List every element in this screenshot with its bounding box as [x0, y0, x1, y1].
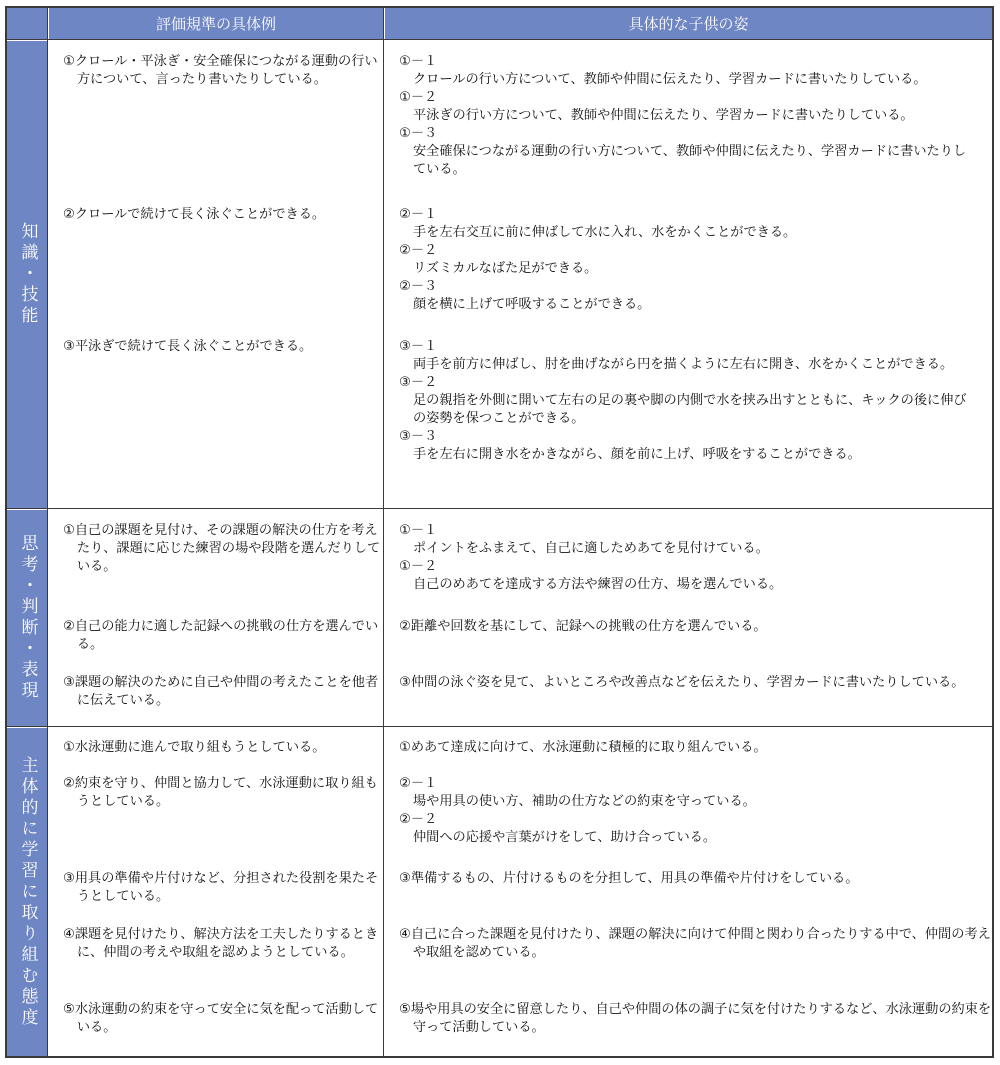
example-text: 手を左右に開き水をかきながら、顔を前に上げ、呼吸をすることができる。 — [413, 447, 861, 462]
divider — [47, 8, 48, 1056]
criteria-cell: ③平泳ぎで続けて長く泳ぐことができる。 — [63, 339, 313, 354]
examples-cell — [399, 775, 979, 847]
example-text: 仲間への応援や言葉がけをして、助け合っている。 — [413, 830, 717, 845]
criteria-cell: ①水泳運動に進んで取り組もうとしている。 — [63, 740, 326, 755]
examples-cell: ③仲間の泳ぐ姿を見て、よいところや改善点などを伝えたり、学習カードに書いたりしている。 — [399, 675, 965, 690]
examples-cell — [399, 53, 979, 179]
examples-cell — [399, 206, 979, 314]
examples-cell: ②距離や回数を基にして、記録への挑戦の仕方を選んでいる。 — [399, 619, 767, 634]
criteria-cell: ②約束を守り、仲間と協力して、水泳運動に取り組もうとしている。 — [63, 776, 378, 809]
criteria-cell: ③課題の解決のために自己や仲間の考えたことを他者に伝えている。 — [63, 675, 379, 708]
example-text: 両手を前方に伸ばし、肘を曲げながら円を描くように左右に開き、水をかくことができる。 — [413, 357, 954, 372]
example-text: クロールの行い方について、教師や仲間に伝えたり、学習カードに書いたりしている。 — [413, 72, 927, 87]
example-text: ポイントをふまえて、自己に適しためあてを見付けている。 — [413, 541, 769, 556]
example-text: 手を左右交互に前に伸ばして水に入れ、水をかくことができる。 — [413, 225, 797, 240]
example-number: ①－２ — [399, 90, 438, 105]
evaluation-table — [5, 6, 994, 1058]
criteria-cell: ②自己の能力に適した記録への挑戦の仕方を選んでいる。 — [63, 619, 379, 652]
header-corner — [7, 8, 47, 39]
example-number: ②－２ — [399, 812, 438, 827]
example-text: 場や用具の使い方、補助の仕方などの約束を守っている。 — [413, 794, 756, 809]
examples-cell — [399, 338, 979, 464]
example-text: 平泳ぎの行い方について、教師や仲間に伝えたり、学習カードに書いたりしている。 — [413, 108, 914, 123]
criteria-cell: ⑤水泳運動の約束を守って安全に気を配って活動している。 — [63, 1002, 379, 1035]
section-label-attitude: 主体的に学習に取り組む態度 — [7, 728, 47, 1056]
example-text: 足の親指を外側に開いて左右の足の裏や脚の内側で水を挟み出すとともに、キックの後に伸びの姿勢を保つことができる。 — [413, 393, 967, 426]
example-number: ①－２ — [399, 559, 438, 574]
header-examples: 具体的な子供の姿 — [385, 8, 992, 39]
divider — [7, 39, 992, 40]
criteria-cell: ①自己の課題を見付け、その課題の解決の仕方を考えたり、課題に応じた練習の場や段階を選んだりしている。 — [63, 523, 381, 574]
example-number: ③－３ — [399, 429, 438, 444]
example-text: リズミカルなばた足ができる。 — [413, 261, 598, 276]
example-number: ②－３ — [399, 279, 438, 294]
example-number: ③－２ — [399, 375, 438, 390]
example-text: 自己のめあてを達成する方法や練習の仕方、場を選んでいる。 — [413, 577, 783, 592]
example-number: ②－１ — [399, 776, 438, 791]
example-number: ②－２ — [399, 243, 438, 258]
divider — [7, 508, 992, 509]
examples-cell: ④自己に合った課題を見付けたり、課題の解決に向けて仲間と関わり合ったりする中で、仲間の考えや取組を認めている。 — [399, 927, 991, 960]
section-label-thinking: 思考・判断・表現 — [7, 510, 47, 726]
examples-cell: ⑤場や用具の安全に留意したり、自己や仲間の体の調子に気を付けたりするなど、水泳運動の約束を守って活動している。 — [399, 1002, 992, 1035]
header-criteria: 評価規準の具体例 — [49, 8, 383, 39]
example-number: ③－１ — [399, 339, 438, 354]
criteria-cell: ③用具の準備や片付けなど、分担された役割を果たそうとしている。 — [63, 871, 379, 904]
section-label-knowledge: 知識・技能 — [7, 41, 47, 508]
examples-cell — [399, 522, 979, 594]
example-text: 顔を横に上げて呼吸することができる。 — [413, 297, 651, 312]
divider — [7, 726, 992, 727]
example-number: ①－３ — [399, 126, 438, 141]
examples-cell: ①めあて達成に向けて、水泳運動に積極的に取り組んでいる。 — [399, 740, 767, 755]
example-text: 安全確保につながる運動の行い方について、教師や仲間に伝えたり、学習カードに書いたりしている。 — [413, 144, 967, 177]
criteria-cell: ④課題を見付けたり、解決方法を工夫したりするときに、仲間の考えや取組を認めようとしている。 — [63, 927, 379, 960]
example-number: ②－１ — [399, 207, 438, 222]
example-number: ①－１ — [399, 523, 438, 538]
criteria-cell: ①クロール・平泳ぎ・安全確保につながる運動の行い方について、言ったり書いたりしている。 — [63, 54, 378, 87]
criteria-cell: ②クロールで続けて長く泳ぐことができる。 — [63, 207, 326, 222]
example-number: ①－１ — [399, 54, 438, 69]
examples-cell: ③準備するもの、片付けるものを分担して、用具の準備や片付けをしている。 — [399, 871, 859, 886]
